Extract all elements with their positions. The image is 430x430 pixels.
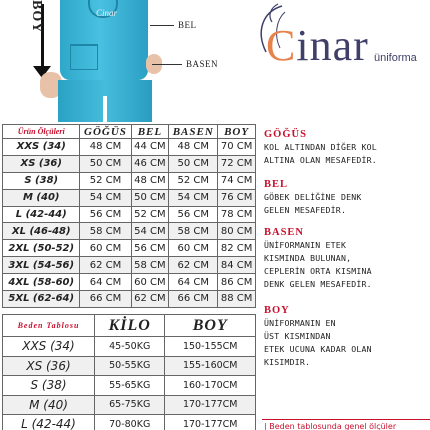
size-cell: XS (36) [3,356,95,376]
table-row [3,291,256,308]
height-cell: 155-160CM [165,356,256,376]
waist-cell: 62 CM [131,291,169,308]
height-cell: 160-170CM [165,376,256,396]
weight-cell: 65-75KG [95,395,165,415]
chest-logo: Cinar [96,8,118,18]
size-cell: XXS (34) [3,337,95,357]
brand-logo [266,21,369,70]
description-line: KISIMDIR. [264,357,311,367]
weight-cell: 50-55KG [95,356,165,376]
table-row [3,189,256,206]
scrub-pocket [70,44,98,70]
table-row [3,206,256,223]
size-cell: XXS (34) [3,139,80,156]
description-title: GÖĞÜS [264,129,307,140]
height-cell: 170-177CM [165,395,256,415]
waist-cell: 60 CM [131,274,169,291]
description-line: KISMINDA BULUNAN, [264,253,352,263]
waist-cell: 44 CM [131,139,169,156]
product-photo [0,0,260,122]
table-row [3,240,256,257]
hip-cell: 50 CM [169,155,218,172]
description-chest [264,128,428,167]
description-length [264,304,428,369]
length-cell: 82 CM [218,240,256,257]
column-header-chest: GÖĞÜS [80,125,131,139]
brand-logo-initial: C [266,21,297,70]
size-cell: 2XL (50-52) [3,240,80,257]
description-title: BASEN [264,227,305,238]
description-line: ÜNİFORMANIN ETEK [264,240,347,250]
column-header-length: BOY [218,125,256,139]
description-line: ÜST KISMINDAN [264,331,331,341]
length-cell: 80 CM [218,223,256,240]
table-row [3,356,256,376]
column-header-hip: BASEN [169,125,218,139]
size-cell: L (42-44) [3,415,95,430]
description-line: ETEK UCUNA KADAR OLAN [264,344,372,354]
waist-marker-line [150,25,174,26]
body-size-label: Beden Tablosu [3,315,95,337]
product-measurements-label: Ürün Ölçüleri [3,125,80,139]
description-hip [264,226,428,291]
footer-note: | Beden tablosunda genel ölçüler [262,419,430,430]
height-cell: 150-155CM [165,337,256,357]
chest-cell: 48 CM [80,139,131,156]
table-row [3,337,256,357]
brand-logo-rest: inar [296,21,369,70]
description-line: DENK GELEN MESAFEDİR. [264,279,372,289]
waist-cell: 48 CM [131,172,169,189]
weight-cell: 70-80KG [95,415,165,430]
size-cell: S (38) [3,376,95,396]
table-header-row [3,125,256,139]
waist-marker-label: BEL [178,20,197,30]
hip-cell: 54 CM [169,189,218,206]
weight-cell: 55-65KG [95,376,165,396]
table-row [3,139,256,156]
chest-cell: 58 CM [80,223,131,240]
length-cell: 70 CM [218,139,256,156]
height-side-label: BOY [29,0,44,34]
hip-cell: 60 CM [169,240,218,257]
waist-cell: 58 CM [131,257,169,274]
table-row [3,257,256,274]
hip-cell: 66 CM [169,291,218,308]
description-line: GELEN MESAFEDİR. [264,205,347,215]
column-header-height: BOY [165,315,256,337]
description-line: ALTINA OLAN MESAFEDİR. [264,155,377,165]
table-row [3,415,256,430]
hip-cell: 64 CM [169,274,218,291]
weight-cell: 45-50KG [95,337,165,357]
waist-cell: 52 CM [131,206,169,223]
hip-cell: 56 CM [169,206,218,223]
waist-cell: 50 CM [131,189,169,206]
hip-cell: 48 CM [169,139,218,156]
length-cell: 74 CM [218,172,256,189]
length-cell: 76 CM [218,189,256,206]
hip-cell: 52 CM [169,172,218,189]
table-row [3,223,256,240]
table-header-row [3,315,256,337]
length-cell: 78 CM [218,206,256,223]
description-line: GÖBEK DELİĞİNE DENK [264,192,362,202]
hip-cell: 58 CM [169,223,218,240]
description-waist [264,178,428,217]
column-header-weight: KİLO [95,315,165,337]
chest-cell: 56 CM [80,206,131,223]
chest-cell: 50 CM [80,155,131,172]
description-line: KOL ALTINDAN DİĞER KOL [264,142,377,152]
size-cell: M (40) [3,395,95,415]
chest-cell: 54 CM [80,189,131,206]
product-measurements-table [2,124,256,308]
size-cell: M (40) [3,189,80,206]
description-line: CEPLERİN ORTA KISMINA [264,266,372,276]
chest-cell: 62 CM [80,257,131,274]
chest-cell: 60 CM [80,240,131,257]
description-title: BEL [264,179,289,190]
hip-marker-line [152,64,182,65]
size-cell: 4XL (58-60) [3,274,80,291]
size-cell: XL (46-48) [3,223,80,240]
description-line: ÜNİFORMANIN EN [264,318,336,328]
length-cell: 88 CM [218,291,256,308]
description-title: BOY [264,305,290,316]
size-cell: L (42-44) [3,206,80,223]
size-cell: XS (36) [3,155,80,172]
body-size-table [2,314,256,430]
brand-logo-sub: üniforma [374,52,417,64]
size-cell: 5XL (62-64) [3,291,80,308]
column-header-waist: BEL [131,125,169,139]
pants-leg-gap [103,96,107,122]
chest-cell: 64 CM [80,274,131,291]
size-cell: 3XL (54-56) [3,257,80,274]
height-cell: 170-177CM [165,415,256,430]
table-row [3,395,256,415]
hip-cell: 62 CM [169,257,218,274]
table-row [3,274,256,291]
size-cell: S (38) [3,172,80,189]
chest-cell: 66 CM [80,291,131,308]
waist-cell: 54 CM [131,223,169,240]
table-row [3,376,256,396]
chest-cell: 52 CM [80,172,131,189]
hip-marker-label: BASEN [186,59,219,69]
length-cell: 84 CM [218,257,256,274]
length-cell: 86 CM [218,274,256,291]
length-cell: 72 CM [218,155,256,172]
table-row [3,172,256,189]
table-row [3,155,256,172]
waist-cell: 46 CM [131,155,169,172]
waist-cell: 56 CM [131,240,169,257]
